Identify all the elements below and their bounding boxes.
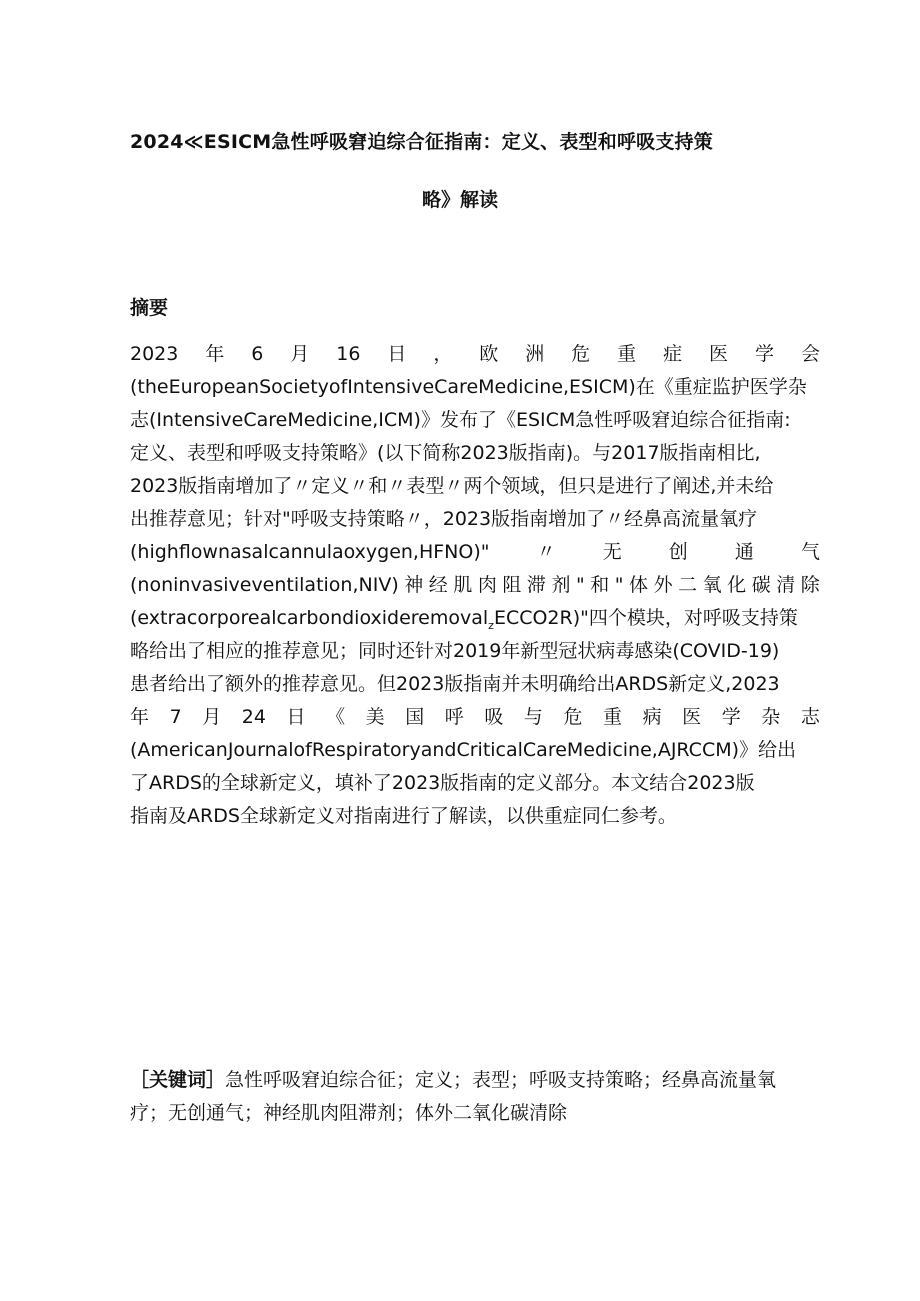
justified-token: 国 <box>405 706 425 728</box>
abstract-line-3: 志(IntensiveCareMedicine,ICM)》发布了《ESICM急性呼吸窘迫综合征指南: <box>130 409 791 431</box>
justified-token: 化 <box>727 574 747 596</box>
keywords-section <box>130 1064 820 1130</box>
abstract-line-7 <box>130 536 820 569</box>
justified-token: 重 <box>617 343 637 365</box>
justified-token: 二 <box>678 574 698 596</box>
justified-token: 日 <box>286 706 306 728</box>
justified-token: 与 <box>523 706 543 728</box>
justified-token: 年 <box>130 706 150 728</box>
document-title-line-1: 2024≪ESICM急性呼吸窘迫综合征指南：定义、表型和呼吸支持策 <box>130 131 713 153</box>
justified-token: 月 <box>290 343 310 365</box>
justified-token: 学 <box>721 706 741 728</box>
justified-token: 学 <box>754 343 774 365</box>
justified-token: 洲 <box>525 343 545 365</box>
justified-token: 美 <box>365 706 385 728</box>
justified-token: 〃 <box>536 541 556 563</box>
abstract-line-9-part-b: ECCO2R)"四个模块，对呼吸支持策 <box>493 607 798 629</box>
justified-token: 志 <box>800 706 820 728</box>
justified-token: 病 <box>642 706 662 728</box>
justified-token: 气 <box>800 541 820 563</box>
justified-token: 症 <box>663 343 683 365</box>
justified-token: 医 <box>709 343 729 365</box>
justified-token: 肌 <box>453 574 473 596</box>
justified-token: 危 <box>571 343 591 365</box>
document-title-line-2: 略》解读 <box>421 189 498 211</box>
justified-token: 经 <box>428 574 448 596</box>
justified-token: 《 <box>326 706 346 728</box>
justified-token: 6 <box>251 343 264 365</box>
justified-token: 滞 <box>526 574 546 596</box>
justified-token: 24 <box>241 706 266 728</box>
abstract-line-8 <box>130 569 820 602</box>
justified-token: 7 <box>169 706 182 728</box>
abstract-heading: 摘要 <box>130 297 169 319</box>
justified-token: 通 <box>734 541 754 563</box>
justified-token: 肉 <box>477 574 497 596</box>
justified-token: 和 <box>590 574 610 596</box>
justified-token: 阻 <box>502 574 522 596</box>
justified-token: ， <box>433 343 453 365</box>
justified-token: 氧 <box>702 574 722 596</box>
justified-token: 会 <box>800 343 820 365</box>
justified-token: 医 <box>682 706 702 728</box>
justified-token: 外 <box>653 574 673 596</box>
abstract-line-10: 略给出了相应的推荐意见；同时还针对2019年新型冠状病毒感染(COVID-19) <box>130 640 780 662</box>
abstract-line-6: 出推荐意见；针对"呼吸支持策略〃，2023版指南增加了〃经鼻高流量氧疗 <box>130 508 758 530</box>
keywords-line-2: 疗；无创通气；神经肌肉阻滞剂；体外二氧化碳清除 <box>130 1102 568 1124</box>
abstract-line-4: 定义、表型和呼吸支持策略》(以下简称2023版指南)。与2017版指南相比, <box>130 442 761 464</box>
abstract-line-5: 2023版指南增加了〃定义〃和〃表型〃两个领域，但只是进行了阐述,并未给 <box>130 475 774 497</box>
justified-token: " <box>614 574 624 596</box>
justified-token: 吸 <box>484 706 504 728</box>
justified-token: 呼 <box>444 706 464 728</box>
justified-token: 日 <box>387 343 407 365</box>
justified-token: (highflownasalcannulaoxygen,HFNO)" <box>130 541 490 563</box>
keywords-text-1: 急性呼吸窘迫综合征；定义；表型；呼吸支持策略；经鼻高流量氧 <box>225 1069 777 1091</box>
justified-token: 无 <box>602 541 622 563</box>
abstract-line-15: 指南及ARDS全球新定义对指南进行了解读，以供重症同仁参考。 <box>130 805 677 827</box>
justified-token: 清 <box>776 574 796 596</box>
abstract-line-13: (AmericanJournalofRespiratoryandCriticalCareMedicine,AJRCCM)》给出 <box>130 739 797 761</box>
abstract-line-2: (theEuropeanSocietyofIntensiveCareMedicine,ESICM)在《重症监护医学杂 <box>130 376 807 398</box>
justified-token: 欧 <box>479 343 499 365</box>
justified-token: 杂 <box>761 706 781 728</box>
justified-token: 月 <box>202 706 222 728</box>
justified-token: 2023 <box>130 343 179 365</box>
justified-token: 年 <box>205 343 225 365</box>
justified-token: 体 <box>629 574 649 596</box>
abstract-line-14: 了ARDS的全球新定义，填补了2023版指南的定义部分。本文结合2023版 <box>130 772 755 794</box>
justified-token: 重 <box>603 706 623 728</box>
abstract-line-9-subscript: z <box>488 618 494 632</box>
justified-token: 剂 <box>551 574 571 596</box>
justified-token: 16 <box>336 343 361 365</box>
abstract-line-11: 患者给出了额外的推荐意见。但2023版指南并未明确给出ARDS新定义,2023 <box>130 673 780 695</box>
keywords-line-1 <box>130 1064 820 1097</box>
justified-token: 创 <box>668 541 688 563</box>
justified-token: 危 <box>563 706 583 728</box>
keywords-label: ［关键词］ <box>130 1069 226 1091</box>
abstract-line-9-part-a: (extracorporealcarbondioxideremoval <box>130 607 489 629</box>
abstract-line-9 <box>130 602 820 635</box>
abstract-paragraph <box>130 338 820 833</box>
justified-token: 碳 <box>751 574 771 596</box>
justified-token: 神 <box>404 574 424 596</box>
abstract-line-1 <box>130 338 820 371</box>
justified-token: (noninvasiveventilation,NIV) <box>130 574 399 596</box>
justified-token: " <box>575 574 585 596</box>
justified-token: 除 <box>800 574 820 596</box>
abstract-line-12 <box>130 701 820 734</box>
